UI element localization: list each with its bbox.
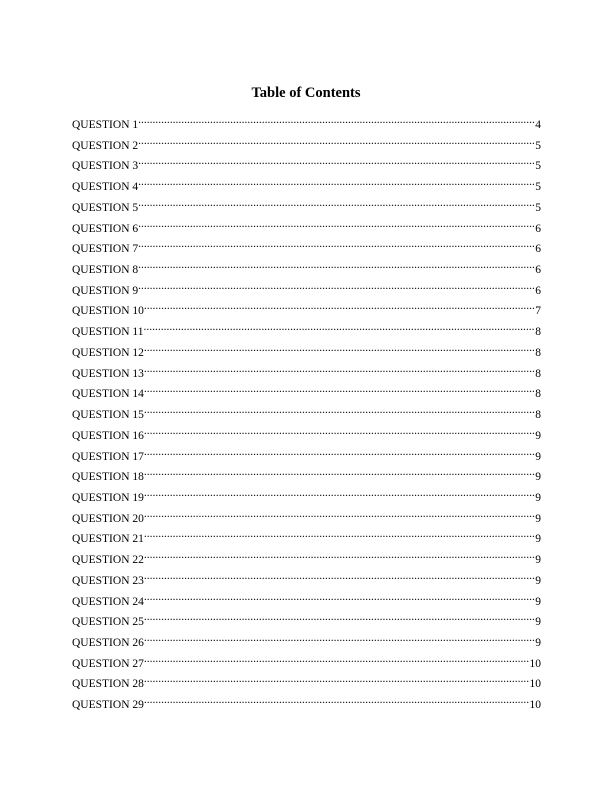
toc-entry-page-number: 9 — [535, 616, 541, 629]
toc-entry-page-number: 9 — [535, 491, 541, 504]
toc-dot-leader — [144, 445, 535, 460]
toc-entry[interactable] — [72, 362, 541, 383]
toc-entry-label: QUESTION 11 — [72, 326, 144, 339]
toc-entry[interactable] — [72, 403, 541, 424]
toc-entry-label: QUESTION 16 — [72, 429, 144, 442]
toc-entry-label: QUESTION 2 — [72, 139, 139, 152]
toc-entry-page-number: 6 — [535, 243, 541, 256]
toc-entry-label: QUESTION 6 — [72, 222, 139, 235]
toc-entry-label: QUESTION 21 — [72, 533, 144, 546]
toc-entry-label: QUESTION 7 — [72, 243, 139, 256]
toc-dot-leader — [144, 610, 535, 625]
toc-entry-label: QUESTION 5 — [72, 201, 139, 214]
toc-entry[interactable] — [72, 237, 541, 258]
toc-entry-label: QUESTION 4 — [72, 181, 139, 194]
toc-dot-leader — [144, 486, 535, 501]
toc-entry-label: QUESTION 23 — [72, 574, 144, 587]
toc-entry[interactable] — [72, 196, 541, 217]
toc-entry[interactable] — [72, 217, 541, 238]
toc-dot-leader — [144, 465, 535, 480]
toc-entry-page-number: 10 — [529, 657, 541, 670]
toc-entry-page-number: 8 — [535, 346, 541, 359]
toc-dot-leader — [138, 196, 535, 211]
toc-entry-label: QUESTION 18 — [72, 471, 144, 484]
toc-entry-label: QUESTION 13 — [72, 367, 144, 380]
toc-entry-label: QUESTION 27 — [72, 657, 144, 670]
toc-dot-leader — [144, 569, 535, 584]
toc-dot-leader — [144, 382, 535, 397]
toc-dot-leader — [138, 134, 535, 149]
toc-dot-leader — [144, 652, 530, 667]
toc-entry[interactable] — [72, 610, 541, 631]
toc-dot-leader — [144, 693, 530, 708]
toc-entry-label: QUESTION 26 — [72, 636, 144, 649]
toc-entry[interactable] — [72, 590, 541, 611]
toc-dot-leader — [138, 217, 535, 232]
toc-entry-page-number: 9 — [535, 429, 541, 442]
toc-dot-leader — [138, 113, 535, 128]
toc-dot-leader — [138, 175, 535, 190]
toc-entry-label: QUESTION 10 — [72, 305, 144, 318]
toc-title: Table of Contents — [251, 85, 361, 101]
toc-dot-leader — [144, 631, 535, 646]
toc-dot-leader — [144, 362, 535, 377]
toc-entry-label: QUESTION 24 — [72, 595, 144, 608]
toc-entry-page-number: 10 — [529, 699, 541, 712]
toc-entry-label: QUESTION 1 — [72, 119, 139, 131]
toc-dot-leader — [144, 403, 535, 418]
toc-entry-page-number: 6 — [535, 222, 541, 235]
toc-entry[interactable] — [72, 134, 541, 155]
toc-entry[interactable] — [72, 486, 541, 507]
toc-dot-leader — [144, 299, 535, 314]
toc-entry-page-number: 7 — [535, 305, 541, 318]
toc-dot-leader — [144, 341, 535, 356]
toc-entry[interactable] — [72, 341, 541, 362]
toc-entry-page-number: 9 — [535, 595, 541, 608]
toc-entry-page-number: 9 — [535, 533, 541, 546]
toc-entry-label: QUESTION 9 — [72, 284, 139, 297]
toc-entry-label: QUESTION 14 — [72, 388, 144, 401]
toc-entry[interactable] — [72, 693, 541, 714]
toc-entry[interactable] — [72, 631, 541, 652]
toc-dot-leader — [138, 258, 535, 273]
toc-entry-page-number: 9 — [535, 574, 541, 587]
toc-entry-label: QUESTION 12 — [72, 346, 144, 359]
toc-entry[interactable] — [72, 672, 541, 693]
toc-entry[interactable] — [72, 320, 541, 341]
toc-entry-page-number: 6 — [535, 284, 541, 297]
toc-entry-page-number: 8 — [535, 367, 541, 380]
toc-entry-label: QUESTION 20 — [72, 512, 144, 525]
toc-entry[interactable] — [72, 465, 541, 486]
toc-entry-page-number: 10 — [529, 678, 541, 691]
toc-entry-page-number: 8 — [535, 388, 541, 401]
toc-list — [72, 113, 541, 714]
toc-entry-page-number: 8 — [535, 409, 541, 422]
toc-entry-label: QUESTION 15 — [72, 409, 144, 422]
toc-entry-label: QUESTION 19 — [72, 491, 144, 504]
toc-dot-leader — [144, 424, 535, 439]
toc-dot-leader — [143, 320, 535, 335]
toc-dot-leader — [144, 590, 535, 605]
toc-entry[interactable] — [72, 113, 541, 134]
toc-entry[interactable] — [72, 445, 541, 466]
toc-entry-page-number: 5 — [535, 201, 541, 214]
toc-entry-page-number: 9 — [535, 471, 541, 484]
toc-dot-leader — [138, 279, 535, 294]
toc-entry-page-number: 8 — [535, 326, 541, 339]
toc-entry[interactable] — [72, 507, 541, 528]
toc-entry-page-number: 9 — [535, 450, 541, 463]
toc-dot-leader — [144, 672, 530, 687]
toc-entry-label: QUESTION 22 — [72, 554, 144, 567]
toc-entry-page-number: 5 — [535, 181, 541, 194]
toc-entry[interactable] — [72, 424, 541, 445]
toc-entry-label: QUESTION 17 — [72, 450, 144, 463]
toc-dot-leader — [138, 154, 535, 169]
toc-entry-label: QUESTION 8 — [72, 264, 139, 277]
toc-entry[interactable] — [72, 299, 541, 320]
toc-dot-leader — [144, 507, 535, 522]
toc-dot-leader — [144, 548, 535, 563]
toc-entry[interactable] — [72, 527, 541, 548]
toc-entry[interactable] — [72, 569, 541, 590]
toc-dot-leader — [144, 527, 535, 542]
toc-entry[interactable] — [72, 258, 541, 279]
toc-entry-label: QUESTION 29 — [72, 699, 144, 712]
toc-entry-page-number: 5 — [535, 160, 541, 173]
toc-entry-page-number: 9 — [535, 512, 541, 525]
toc-entry[interactable] — [72, 548, 541, 569]
toc-entry-label: QUESTION 3 — [72, 160, 139, 173]
toc-entry[interactable] — [72, 154, 541, 175]
toc-entry-page-number: 4 — [535, 119, 541, 131]
toc-entry-page-number: 5 — [535, 139, 541, 152]
toc-entry[interactable] — [72, 652, 541, 673]
toc-dot-leader — [138, 237, 535, 252]
toc-entry-page-number: 9 — [535, 636, 541, 649]
toc-entry-page-number: 6 — [535, 264, 541, 277]
toc-entry[interactable] — [72, 279, 541, 300]
toc-entry-label: QUESTION 25 — [72, 616, 144, 629]
toc-entry[interactable] — [72, 175, 541, 196]
toc-entry[interactable] — [72, 382, 541, 403]
toc-entry-page-number: 9 — [535, 554, 541, 567]
toc-entry-label: QUESTION 28 — [72, 678, 144, 691]
